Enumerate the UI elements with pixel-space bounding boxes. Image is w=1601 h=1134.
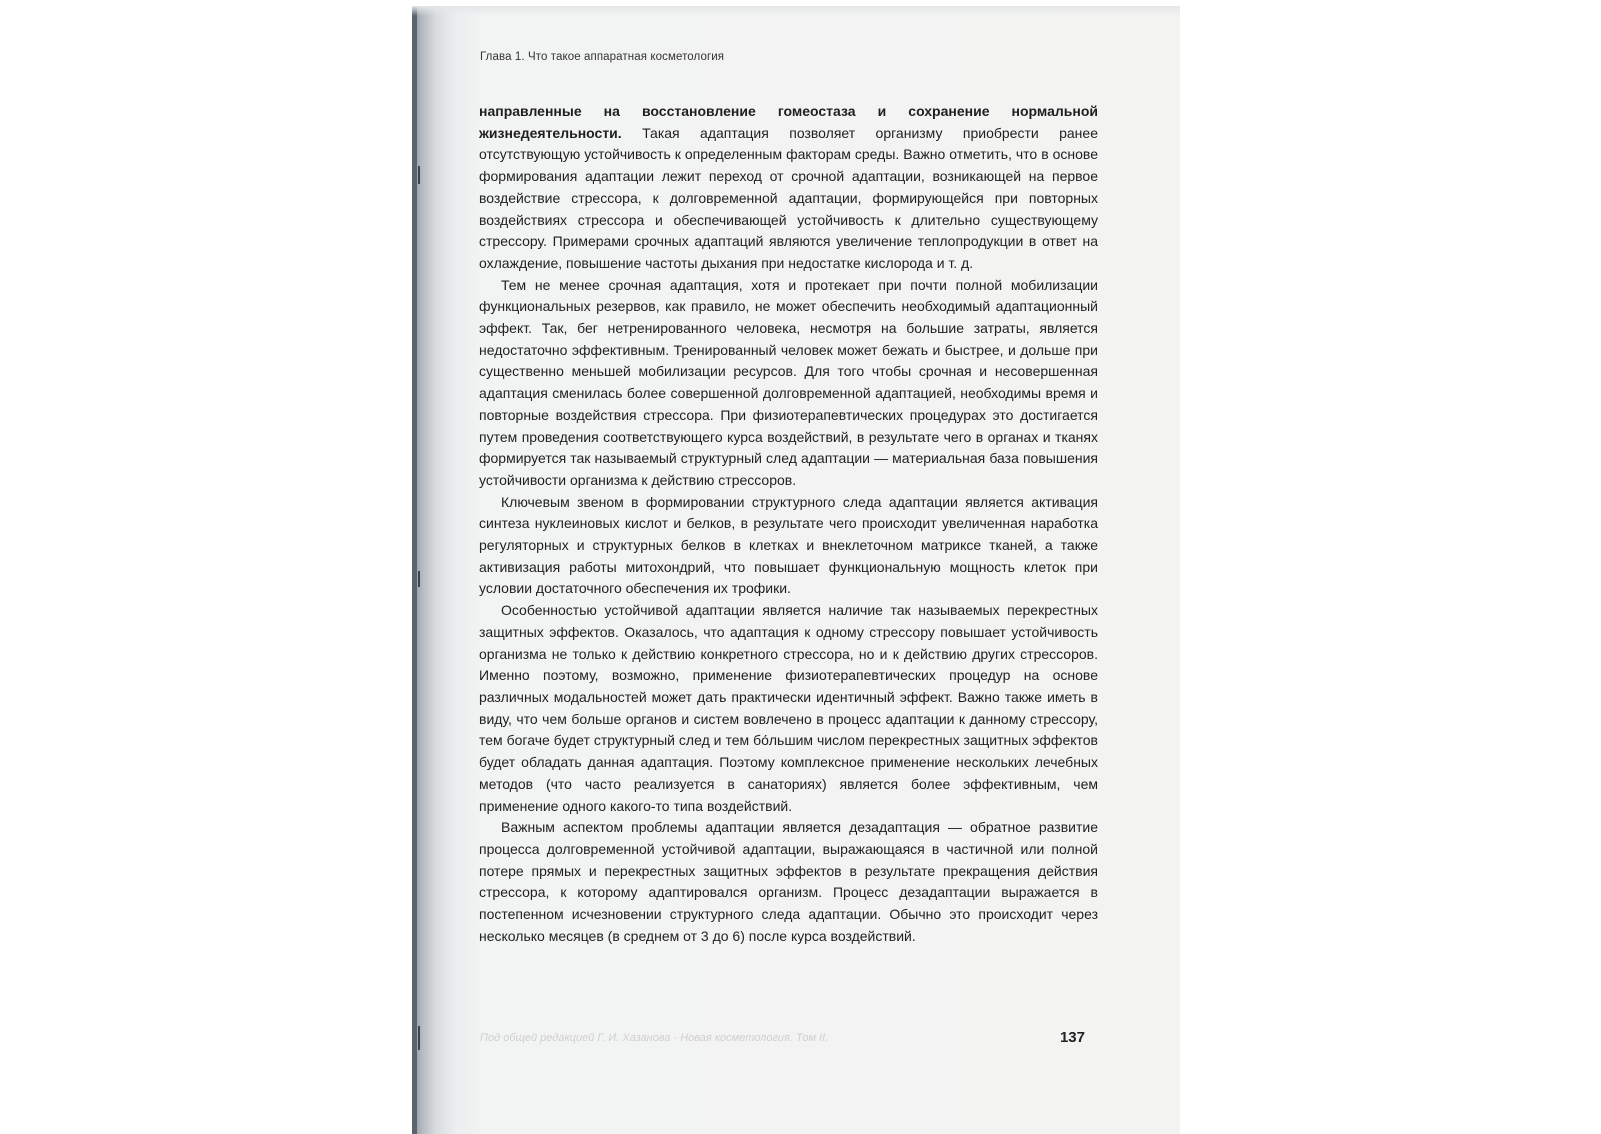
bold-lead-text: направленные на восстановление гомеостаза и сохранение нормальной жизнедеятельности. [479,103,1098,141]
running-header: Глава 1. Что такое аппаратная косметология [480,51,725,63]
binding-shadow-mark [418,166,420,184]
faint-footer-text: Под общей редакцией Г. И. Хазанова · Новая косметология. Том II. [480,1032,829,1044]
page-body [479,101,1098,947]
binding-shadow-mark [418,1026,420,1050]
paragraph-2: Тем не менее срочная адаптация, хотя и протекает при почти полной мобилизации функциональных резервов, как правило, не может обеспечить необходимый адаптационный эффект. Так, бег нетренированного человека, несмотря на большие затраты, является недостаточно эффективным. Тренированный человек может бежать и быстрее, и дольше при существенно меньшей мобилизации ресурсов. Для того чтобы срочная и несовершенная адаптация сменилась более совершенной долговременной адаптацией, необходимы время и повторные воздействия стрессора. При физиотерапевтических процедурах это достигается путем проведения соответствующего курса воздействий, в результате чего в органах и тканях формируется так называемый структурный след адаптации — материальная база повышения устойчивости организма к действию стрессоров. [479,276,1098,488]
paragraph-1 [479,101,1098,275]
paragraph-5: Важным аспектом проблемы адаптации является дезадаптация — обратное развитие процесса долговременной устойчивой адаптации, выражающаяся в частичной или полной потере прямых и перекрестных защитных эффектов в результате прекращения действия стрессора, к которому адаптировался организм. Процесс дезадаптации выражается в постепенном исчезновении структурного следа адаптации. Обычно это происходит через несколько месяцев (в среднем от 3 до 6) после курса воздействий. [479,819,1098,944]
paragraph-4: Особенностью устойчивой адаптации является наличие так называемых перекрестных защитных эффектов. Оказалось, что адаптация к одному стрессору повышает устойчивость организма не только к действию конкретного стрессора, но и к действию других стрессоров. Именно поэтому, возможно, применение физиотерапевтических процедур на основе различных модальностей может дать практически идентичный эффект. Важно также иметь в виду, что чем больше органов и систем вовлечено в процесс адаптации к данному стрессору, тем богаче будет структурный след и тем бо́льшим числом перекрестных защитных эффектов будет обладать данная адаптация. Поэтому комплексное применение нескольких лечебных методов (что часто реализуется в санаториях) является более эффективным, чем применение одного какого-то типа воздействий. [479,602,1098,814]
binding-shadow-mark [418,571,420,587]
paragraph-3: Ключевым звеном в формировании структурного следа адаптации является активация синтеза нуклеиновых кислот и белков, в результате чего происходит увеличенная наработка регуляторных и структурных белков в клетках и внеклеточном матриксе тканей, а также активизация работы митохондрий, что повышает функциональную мощность клеток при условии достаточного обеспечения их трофики. [479,493,1098,597]
paragraph-1-text: Такая адаптация позволяет организму приобрести ранее отсутствующую устойчивость к определенным факторам среды. Важно отметить, что в основе формирования адаптации лежит переход от срочной адаптации, возникающей на первое воздействие стрессора, к долговременной адаптации, формирующейся при повторных воздействиях стрессора и обеспечивающей устойчивость к длительно существующему стрессору. Примерами срочных адаптаций являются увеличение теплопродукции в ответ на охлаждение, повышение частоты дыхания при недостатке кислорода и т. д. [479,124,1098,271]
book-page [412,6,1180,1134]
page-number: 137 [1059,1029,1085,1046]
